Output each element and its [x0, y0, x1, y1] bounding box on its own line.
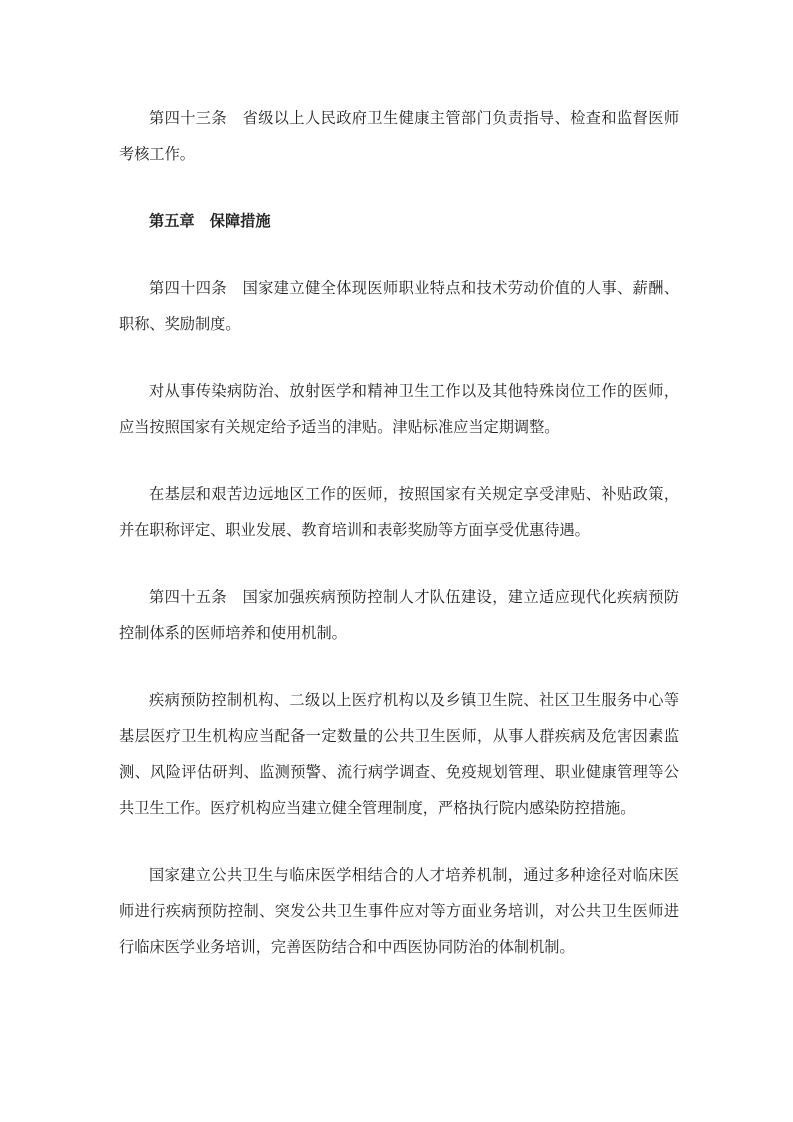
- document-page: [119, 100, 679, 965]
- paragraph-gap: [119, 445, 679, 476]
- paragraph-article-45: 第四十五条 国家加强疾病预防控制人才队伍建设，建立适应现代化疾病预防控制体系的医师培养和使用机制。: [119, 588, 679, 642]
- paragraph-special-posts: 对从事传染病防治、放射医学和精神卫生工作以及其他特殊岗位工作的医师，应当按照国家有关规定给予适当的津贴。津贴标准应当定期调整。: [119, 382, 679, 436]
- chapter-heading: 第五章 保障措施: [149, 212, 271, 230]
- paragraph-remote-areas: 在基层和艰苦边远地区工作的医师，按照国家有关规定享受津贴、补贴政策，并在职称评定、职业发展、教育培训和表彰奖励等方面享受优惠待遇。: [119, 485, 679, 539]
- paragraph-training-mechanism: 国家建立公共卫生与临床医学相结合的人才培养机制，通过多种途径对临床医师进行疾病预防控制、突发公共卫生事件应对等方面业务培训，对公共卫生医师进行临床医学业务培训，完善医防结合和中西医协同防治的体制机制。: [119, 866, 679, 956]
- paragraph-public-health-physicians: 疾病预防控制机构、二级以上医疗机构以及乡镇卫生院、社区卫生服务中心等基层医疗卫生机构应当配备一定数量的公共卫生医师，从事人群疾病及危害因素监测、风险评估研判、监测预警、流行病学调查、免疫规划管理、职业健康管理等公共卫生工作。医疗机构应当建立健全管理制度，严格执行院内感染防控措施。: [119, 691, 679, 817]
- paragraph-gap: [119, 172, 679, 203]
- paragraph-gap: [119, 826, 679, 857]
- paragraph-article-43: 第四十三条 省级以上人民政府卫生健康主管部门负责指导、检查和监督医师考核工作。: [119, 109, 679, 163]
- paragraph-gap: [119, 548, 679, 579]
- paragraph-gap: [119, 342, 679, 373]
- paragraph-gap: [119, 651, 679, 682]
- paragraph-article-44: 第四十四条 国家建立健全体现医师职业特点和技术劳动价值的人事、薪酬、职称、奖励制度。: [119, 279, 679, 333]
- paragraph-gap: [119, 239, 679, 270]
